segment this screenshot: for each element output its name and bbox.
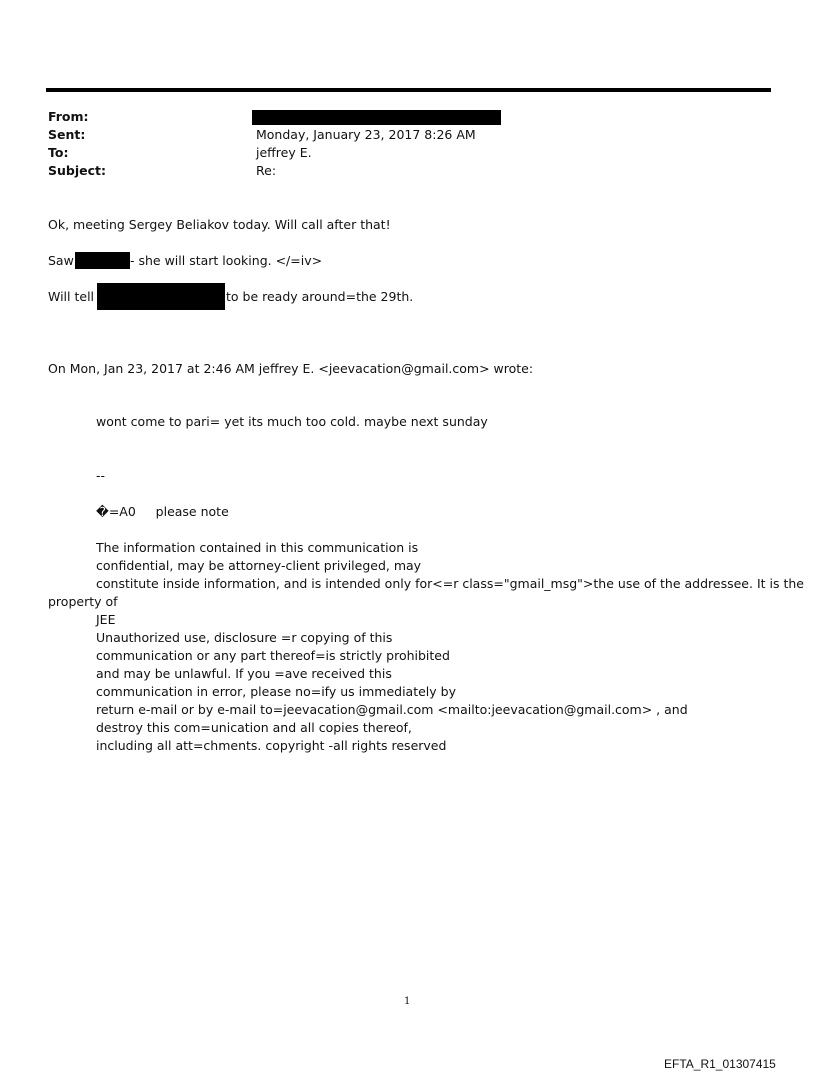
subject-value: Re: [256, 163, 277, 178]
disclaimer-line: destroy this com=unication and all copies thereof, [96, 720, 412, 735]
disclaimer-line: The information contained in this communication is [96, 540, 419, 555]
header-rule [46, 88, 771, 92]
body-line-2-suffix: - she will start looking. </=iv> [130, 253, 323, 268]
document-id: EFTA_R1_01307415 [664, 1057, 776, 1071]
quoted-message: wont come to pari= yet its much too cold. maybe next sunday [96, 414, 488, 429]
sent-label: Sent: [48, 127, 86, 142]
signature-separator: -- [96, 468, 106, 483]
sent-value: Monday, January 23, 2017 8:26 AM [256, 127, 476, 142]
to-value: jeffrey E. [256, 145, 312, 160]
body-line-2-prefix: Saw [48, 253, 74, 268]
redacted-sender [252, 110, 501, 125]
body-line-3-prefix: Will tell [48, 289, 95, 304]
to-label: To: [48, 145, 69, 160]
disclaimer-line: and may be unlawful. If you =ave received this [96, 666, 392, 681]
page-number: 1 [404, 996, 411, 1007]
disclaimer-line: including all att=chments. copyright -all rights reserved [96, 738, 447, 753]
disclaimer-line: property of [48, 594, 118, 609]
reply-header: On Mon, Jan 23, 2017 at 2:46 AM jeffrey E. <jeevacation@gmail.com> wrote: [48, 361, 534, 376]
note-line: �=A0 please note [96, 504, 229, 519]
redacted-name-2 [97, 283, 225, 310]
disclaimer-line: JEE [96, 612, 116, 627]
subject-label: Subject: [48, 163, 106, 178]
disclaimer-line: communication or any part thereof=is strictly prohibited [96, 648, 450, 663]
disclaimer-line: constitute inside information, and is intended only for<=r class="gmail_msg">the use of the addressee. It is the [96, 576, 804, 591]
disclaimer-line: return e-mail or by e-mail to=jeevacation@gmail.com <mailto:jeevacation@gmail.com> , and [96, 702, 688, 717]
disclaimer-line: confidential, may be attorney-client privileged, may [96, 558, 422, 573]
body-line-1: Ok, meeting Sergey Beliakov today. Will call after that! [48, 217, 391, 232]
body-line-3-suffix: to be ready around=the 29th. [226, 289, 414, 304]
redacted-name-1 [75, 252, 130, 269]
disclaimer-line: communication in error, please no=ify us immediately by [96, 684, 456, 699]
disclaimer-line: Unauthorized use, disclosure =r copying of this [96, 630, 393, 645]
from-label: From: [48, 109, 89, 124]
